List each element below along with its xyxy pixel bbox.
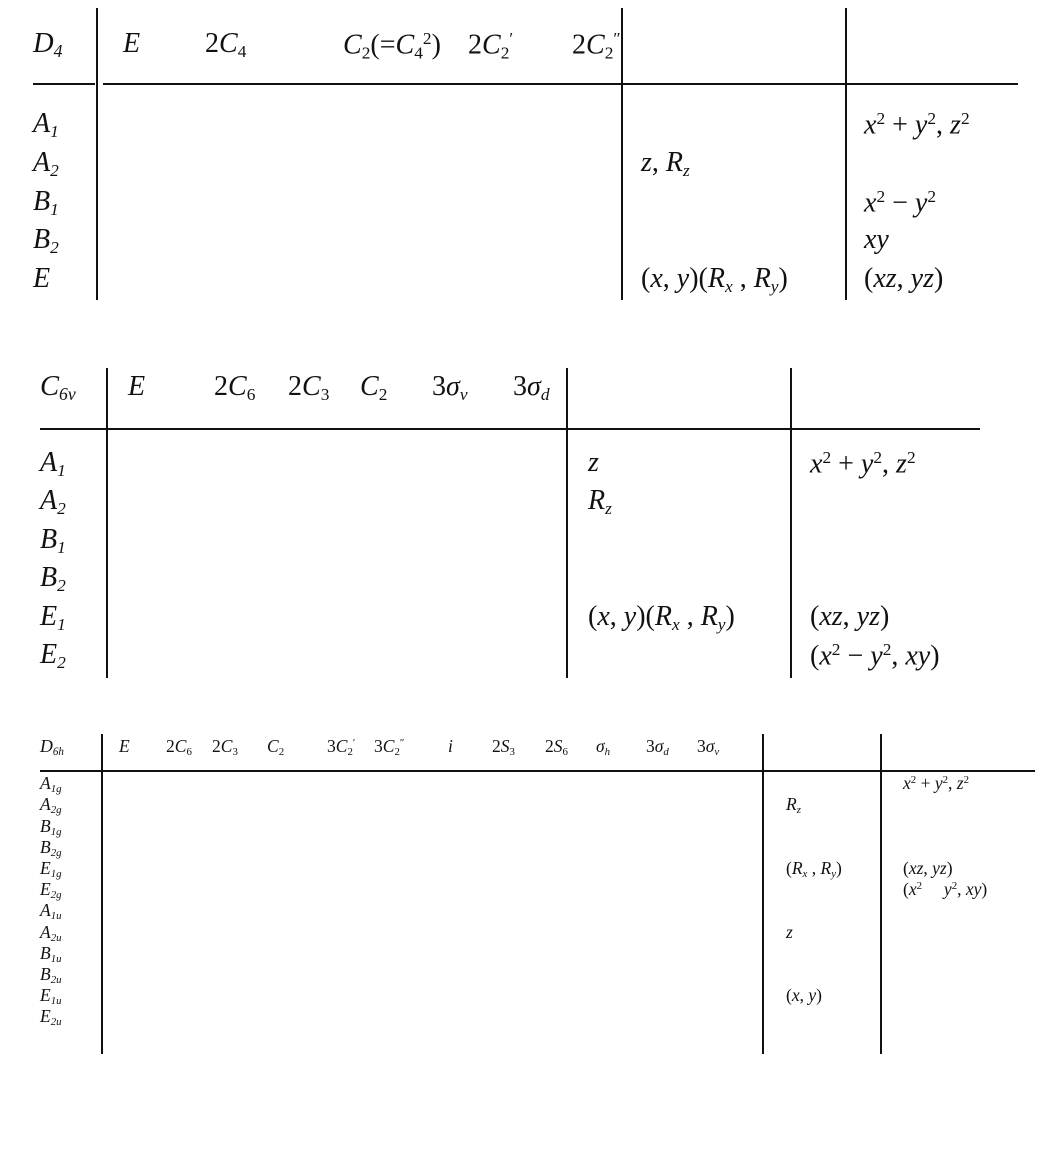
irrep-label: $E_{1g}$ [40, 858, 62, 881]
quadratic-function: ($x^2$ $y^2$, xy) [903, 879, 988, 900]
operation-header: $C_2$ [267, 736, 285, 759]
column-divider [566, 368, 568, 678]
linear-function: (x, $y)(R_x$ , $R_y$) [588, 600, 735, 634]
column-divider [880, 734, 882, 1054]
operation-header: $C_2(=C_4^2)$ [343, 29, 441, 63]
operation-header: E [128, 371, 146, 402]
column-divider [621, 8, 623, 300]
point-group-label: $D_{6h}$ [40, 736, 64, 759]
quadratic-function: $x^2 + y^2$, $z^2$ [810, 448, 916, 480]
irrep-label: $A_{1u}$ [40, 900, 62, 923]
irrep-label: $E_{1u}$ [40, 985, 62, 1008]
quadratic-function: ($x^2 - y^2$, xy) [810, 640, 940, 672]
linear-function: z, $R_z$ [641, 146, 690, 180]
linear-function: ($R_x$ , $R_y$) [786, 858, 842, 881]
linear-function: (x, $y)(R_x$ , $R_y$) [641, 263, 788, 297]
column-divider [106, 368, 108, 678]
irrep-label: $A_{1g}$ [40, 773, 62, 796]
irrep-label: $E_{2u}$ [40, 1006, 62, 1029]
irrep-label: $B_2$ [33, 224, 59, 258]
operation-header: $2C_2'$ [468, 29, 514, 63]
operation-header: $2C_6$ [214, 371, 256, 404]
operation-header: $2C_6$ [166, 736, 192, 759]
operation-header: E [119, 736, 130, 757]
column-divider [845, 8, 847, 300]
quadratic-function: $x^2 + y^2$, $z^2$ [864, 109, 970, 141]
quadratic-function: (xz, yz) [810, 600, 890, 632]
header-rule [33, 83, 95, 85]
header-rule [103, 83, 1018, 85]
irrep-label: $A_2$ [33, 146, 59, 180]
header-rule [40, 770, 1035, 772]
irrep-label: $E_1$ [40, 600, 66, 634]
operation-header: $2C_2''$ [572, 29, 621, 63]
irrep-label: $B_{2g}$ [40, 836, 62, 859]
operation-header: i [448, 736, 453, 757]
point-group-label: $C_{6v}$ [40, 370, 76, 404]
column-divider [96, 8, 98, 300]
operation-header: $2C_3$ [288, 371, 330, 404]
operation-header: $3\sigma_v$ [432, 371, 468, 404]
quadratic-function: $x^2 - y^2$ [864, 186, 937, 219]
irrep-label: $B_2$ [40, 562, 66, 596]
operation-header: $\sigma_h$ [596, 736, 611, 759]
irrep-label: $A_{2g}$ [40, 794, 62, 817]
header-rule [40, 428, 980, 430]
irrep-label: $B_1$ [40, 523, 66, 557]
operation-header: $C_2$ [360, 371, 388, 404]
operation-header: $3C_2'$ [327, 736, 356, 759]
irrep-label: $B_{2u}$ [40, 964, 62, 987]
irrep-label: $A_{2u}$ [40, 921, 62, 944]
irrep-label: $E_{2g}$ [40, 879, 62, 902]
irrep-label: $A_2$ [40, 485, 66, 519]
irrep-label: $B_1$ [33, 185, 59, 219]
operation-header: E [123, 28, 141, 59]
operation-header: $3\sigma_d$ [646, 736, 669, 759]
linear-function: (x, y) [786, 985, 822, 1006]
irrep-label: $A_1$ [33, 108, 59, 141]
irrep-label: E [33, 263, 51, 295]
column-divider [101, 734, 103, 1054]
operation-header: $2C_3$ [212, 736, 238, 759]
irrep-label: $B_{1u}$ [40, 942, 62, 965]
linear-function: z [786, 921, 793, 942]
quadratic-function: (xz, yz) [864, 263, 944, 295]
operation-header: $3C_2''$ [374, 736, 405, 759]
column-divider [790, 368, 792, 678]
linear-function: $R_z$ [588, 485, 612, 519]
operation-header: $3\sigma_d$ [513, 371, 550, 404]
column-divider [762, 734, 764, 1054]
operation-header: $2C_4$ [205, 28, 247, 61]
quadratic-function: xy [864, 224, 889, 256]
linear-function: z [588, 447, 599, 478]
irrep-label: $E_2$ [40, 639, 66, 672]
operation-header: $3\sigma_v$ [697, 736, 720, 759]
quadratic-function: (xz, yz) [903, 858, 953, 879]
quadratic-function: $x^2 + y^2$, $z^2$ [903, 773, 970, 794]
operation-header: $2S_3$ [492, 736, 515, 759]
operation-header: $2S_6$ [545, 736, 568, 759]
linear-function: $R_z$ [786, 794, 801, 817]
irrep-label: $B_{1g}$ [40, 815, 62, 838]
point-group-label: $D_4$ [33, 27, 63, 61]
irrep-label: $A_1$ [40, 447, 66, 480]
